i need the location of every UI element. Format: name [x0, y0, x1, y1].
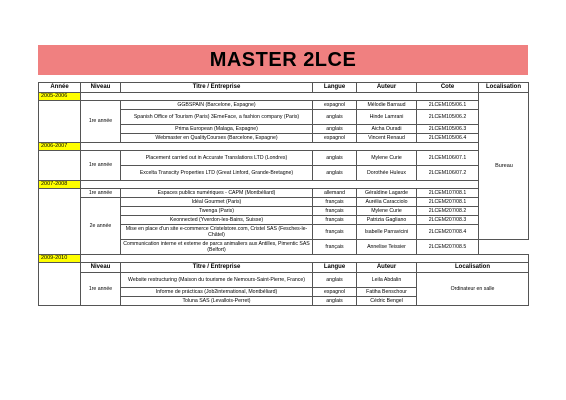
thesis-table: [38, 82, 529, 306]
col-niveau: Niveau: [81, 83, 121, 93]
col-localisation: Localisation: [479, 83, 529, 93]
year-row: [39, 181, 529, 189]
header-row: [39, 83, 529, 93]
col-langue: Langue: [313, 83, 357, 93]
year-label: 2006-2007: [39, 143, 81, 151]
niveau-cell: 1re année: [81, 151, 121, 181]
col-annee: Année: [39, 83, 81, 93]
table-row: Keonnected (Yverdon-les-Bains, Suisse) français Patrizia Gagliano 2LCEM207/08.3: [39, 216, 529, 225]
table-row: 1re année GGBSPAIN (Barcelone, Espagne) espagnol Mélodie Barraud 2LCEM105/06.1: [39, 101, 529, 110]
table-row: 1re année Website restructuring (Maison du tourisme de Nemours-Saint-Pierre, France) anglais Leila Abdalin Ordinateur en salle: [39, 273, 529, 288]
year-row: [39, 93, 529, 101]
year-label: 2009-2010: [39, 255, 81, 263]
table-row: 1re année Espaces publics numériques - CAPM (Montbéliard) allemand Géraldine Lagarde 2LCEM107/08.1: [39, 189, 529, 198]
year-row: [39, 143, 529, 151]
niveau-cell: 1re année: [81, 189, 121, 198]
year-label: 2005-2006: [39, 93, 81, 101]
table-row: Twenga (Paris) français Mylene Curie 2LCEM207/08.2: [39, 207, 529, 216]
year-row: [39, 255, 529, 263]
page-title: MASTER 2LCE: [209, 48, 357, 71]
year-label: 2007-2008: [39, 181, 81, 189]
table-row: Excelta Transcity Properties LTD (Great Linford, Grande-Bretagne) anglais Dorothée Huleux 2LCEM106/07.2: [39, 166, 529, 181]
niveau-cell: 1re année: [81, 273, 121, 306]
niveau-cell: 2e année: [81, 198, 121, 255]
col-cote: Cote: [417, 83, 479, 93]
table-row: Spanish Office of Tourism (Paris) 3EmeFace, a fashion company (Paris) anglais Hinde Lamrani 2LCEM105/06.2: [39, 110, 529, 125]
table-row: Mise en place d'un site e-commerce Cristelstore.com, Cristel SAS (Fesches-le-Châtel) français Isabelle Parravicini 2LCEM207/08.4: [39, 225, 529, 240]
table-row: 1re année Placement carried out in Accurate Translations LTD (Londres) anglais Mylene Curie 2LCEM106/07.1: [39, 151, 529, 166]
table-row: 2e année Idéal Gourmet (Paris) français Aurélia Caracciolo 2LCEM207/08.1: [39, 198, 529, 207]
localisation-cell: Ordinateur en salle: [417, 273, 529, 306]
table-row: Communication interne et externe de parcs animaliers aux Antilles, Pimentic SAS (Belfort) français Annelise Teissier 2LCEM207/08.5: [39, 240, 529, 255]
table-row: Toluna SAS (Levallois-Perret) anglais Cédric Bengel: [39, 297, 529, 306]
col-auteur: Auteur: [357, 83, 417, 93]
title-banner: [38, 45, 528, 75]
table-row: Webmaster en QualityCourses (Barcelone, Espagne) espagnol Vincent Renaud 2LCEM105/06.4: [39, 134, 529, 143]
table-row: Prima European (Malaga, Espagne) anglais Aicha Ouradi 2LCEM105/06.3: [39, 125, 529, 134]
table-row: Informe de prácticas (Job2international, Montbéliard) espagnol Fatiha Benschour: [39, 288, 529, 297]
sub-header-row: Niveau Titre / Entreprise Langue Auteur Localisation: [39, 263, 529, 273]
localisation-cell: Bureau: [479, 93, 529, 240]
niveau-cell: 1re année: [81, 101, 121, 143]
col-titre: Titre / Entreprise: [121, 83, 313, 93]
